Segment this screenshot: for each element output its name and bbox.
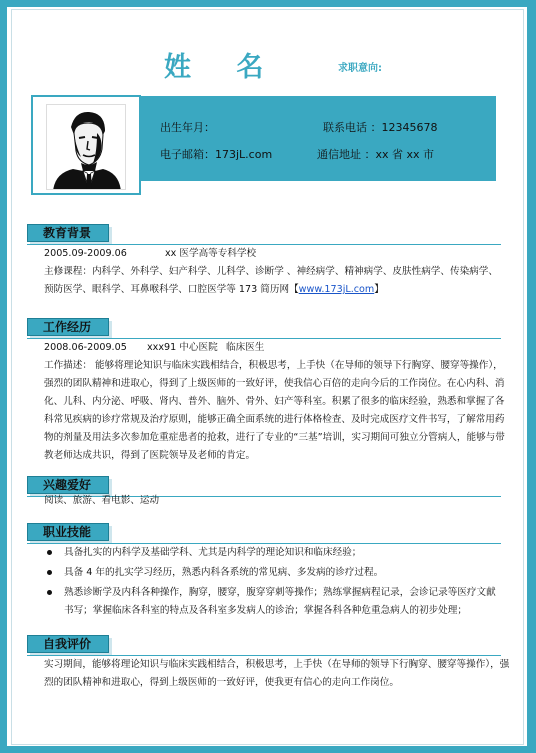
skill-item: 具备 4 年的扎实学习经历，熟悉内科各系统的常见病、多发病的诊疗过程。 — [64, 567, 384, 578]
education-period: 2005.09-2009.06 — [44, 248, 127, 259]
hobbies-text: 阅读、旅游、看电影、运动 — [44, 495, 160, 506]
section-title: 职业技能 — [43, 525, 92, 539]
section-title: 自我评价 — [43, 637, 92, 651]
portrait-photo-icon — [46, 104, 126, 190]
job-intent-label: 求职意向: — [338, 63, 382, 74]
section-self-header — [27, 635, 111, 653]
section-work-header — [27, 318, 111, 336]
bullet-icon — [47, 570, 52, 575]
bullet-icon — [47, 550, 52, 555]
work-description: 工作描述： 能够将理论知识与临床实践相结合，积极思考，上手快（在导师的领导下行胸穿、腰穿等操作），强烈的团队精神和进取心，得到了上级医师的一致好评，使我信心百倍的走向今后的工作岗位。在心内科、消化、儿科、内分泌、呼吸、肾内、普外、脑外、骨外、妇产等科室。积累了很多的临床经验，熟悉和掌握了各科常见疾病的诊疗常规及治疗原则，能够正确全面系统的进行体格检查、及时完成医疗文件书写，了解常用药物的剂量及用法多次参加危重症患者的抢救，进行了专业的“三基”培训，实习期间可独立分管病人，能够与带教老师达成共识，得到了医院领导及老师的肯定。 — [44, 360, 505, 461]
section-education-header — [27, 224, 111, 242]
candidate-name: 姓 名 — [164, 52, 282, 83]
self-evaluation-text: 实习期间，能够将理论知识与临床实践相结合，积极思考，上手快（在导师的领导下行胸穿、腰穿等操作），强烈的团队精神和进取心，得到上级医师的一致好评，使我更有信心的走向工作岗位。 — [44, 659, 510, 688]
info-band — [110, 96, 496, 181]
section-title: 兴趣爱好 — [43, 478, 92, 492]
skill-item: 熟悉诊断学及内科各种操作，胸穿，腰穿，腹穿穿刺等操作；熟练掌握病程记录，会诊记录等医疗文献书写；掌握临床各科室的特点及各科室多发病人的诊治；掌握各科各种危重急病人的初步处理； — [64, 587, 496, 616]
address-label: 通信地址 ：xx 省 xx 市 — [317, 148, 435, 161]
skill-item: 具备扎实的内科学及基础学科、尤其是内科学的理论知识和临床经验； — [64, 547, 362, 558]
education-school: xx 医学高等专科学校 — [165, 248, 257, 259]
website-link[interactable]: www.173jL.com — [298, 284, 375, 295]
section-title: 教育背景 — [43, 226, 92, 240]
section-skills-header — [27, 523, 111, 541]
education-courses-line1: 主修课程：内科学、外科学、妇产科学、儿科学、诊断学 、神经病学、精神病学、皮肤性病学、传染病学、 — [44, 266, 498, 277]
work-role: 临床医生 — [226, 342, 265, 353]
courses-text: 预防医学、眼科学、耳鼻喉科学、口腔医学等 173 简历网【 — [44, 284, 299, 295]
email-label: 电子邮箱：173jL.com — [160, 148, 273, 161]
section-title: 工作经历 — [43, 320, 92, 334]
work-period: 2008.06-2009.05 — [44, 342, 127, 353]
education-courses-line2 — [44, 281, 384, 299]
phone-label: 联系电话 ：12345678 — [323, 121, 438, 134]
birth-date-label: 出生年月： — [160, 121, 215, 134]
work-org: xxx91 中心医院 — [147, 342, 218, 353]
bullet-icon — [47, 590, 52, 595]
courses-suffix: 】 — [374, 284, 384, 295]
